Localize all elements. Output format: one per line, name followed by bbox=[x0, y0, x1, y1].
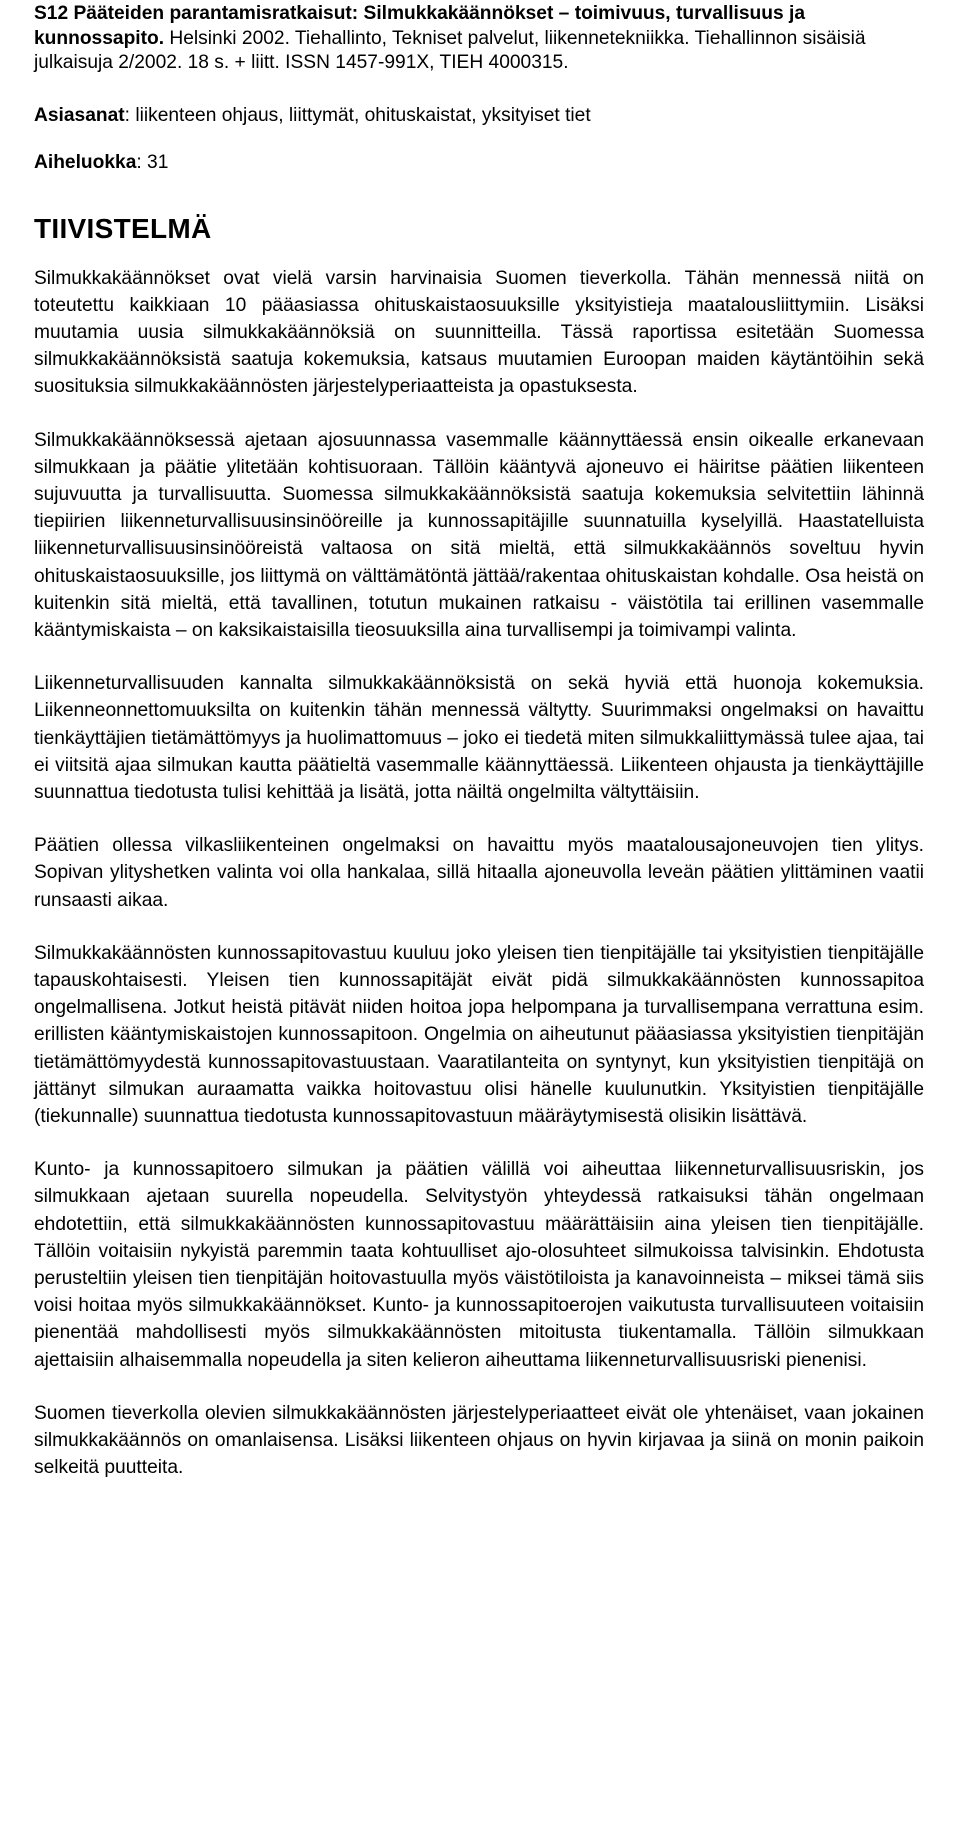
category-label: Aiheluokka bbox=[34, 152, 137, 173]
category-value: : 31 bbox=[136, 152, 169, 173]
publication-title: S12 Pääteiden parantamisratkaisut: Silmukkakäännökset – toimivuus, turvallisuus ja kunnossapito. bbox=[34, 3, 805, 49]
keywords-label: Asiasanat bbox=[34, 104, 125, 126]
abstract-paragraph: Kunto- ja kunnossapitoero silmukan ja päätien välillä voi aiheuttaa liikenneturvallisuusriskin, jos silmukkaan ajetaan suurella nopeudella. Selvitystyön yhteydessä ratkaisuksi tähän ongelmaan ehdotettiin, että silmukkakäännösten kunnossapitovastuu määrättäisiin aina yleisen tien tienpitäjälle. Tällöin voitaisiin nykyistä paremmin taata kohtuulliset ajo-olosuhteet silmukoissa talvisinkin. Ehdotusta perusteltiin yleisen tien tienpitäjän hoitovastuulla myös väistötiloista ja kanavoinneista – miksei tämä siis voisi hoitaa myös silmukkakäännökset. Kunto- ja kunnossapitoerojen vaikutusta turvallisuuteen voitaisiin pienentää mahdollisesti myös silmukkakäännösten mitoitusta tiukentamalla. Tällöin silmukkaan ajettaisiin alhaisemmalla nopeudella ja siten kelieron aiheuttama liikenneturvallisuusriski pienenisi. bbox=[34, 1159, 924, 1371]
abstract-body bbox=[34, 265, 924, 1482]
abstract-heading: TIIVISTELMÄ bbox=[34, 212, 212, 244]
document-page bbox=[34, 0, 924, 1507]
publication-citation bbox=[34, 2, 924, 76]
abstract-paragraph: Silmukkakäännösten kunnossapitovastuu kuuluu joko yleisen tien tienpitäjälle tai yksityistien tienpitäjälle tapauskohtaisesti. Yleisen tien kunnossapitäjät eivät pidä silmukkakäännösten kunnossapitoa ongelmallisena. Jotkut heistä pitävät niiden hoitoa jopa helpompana ja turvallisempana verrattuna esim. erillisten kääntymiskaistojen kunnossapitoon. Ongelmia on aiheutunut pääasiassa yksityistien tienpitäjän tietämättömyydestä kunnossapitovastuustaan. Vaaratilanteita on syntynyt, kun yksityistien tienpitäjä on jättänyt silmukan auraamatta vaikka hoitovastuu olisi hänelle kuulunutkin. Yksityistien tienpitäjälle (tiekunnalle) suunnattua tiedotusta kunnossapitovastuun määräytymisestä olisikin lisättävä. bbox=[34, 942, 924, 1127]
abstract-paragraph: Päätien ollessa vilkasliikenteinen ongelmaksi on havaittu myös maatalousajoneuvojen tien ylitys. Sopivan ylityshetken valinta voi olla hankalaa, sillä hitaalla ajoneuvolla leveän päätien ylittäminen vaatii runsaasti aikaa. bbox=[34, 835, 924, 911]
abstract-paragraph: Liikenneturvallisuuden kannalta silmukkakäännöksistä on sekä hyviä että huonoja kokemuksia. Liikenneonnettomuuksilta on kuitenkin tähän mennessä vältytty. Suurimmaksi ongelmaksi on havaittu tienkäyttäjien tietämättömyys ja huolimattomuus – joko ei tiedetä miten silmukkaliittymässä tulee ajaa, tai ei viitsitä ajaa silmukan kautta päätieltä vasemmalle käännyttäessä. Liikenteen ohjausta ja tienkäyttäjille suunnattua tiedotusta tulisi kehittää ja lisätä, jotta näiltä ongelmilta vältyttäisiin. bbox=[34, 673, 924, 803]
subject-category bbox=[34, 151, 924, 176]
keywords-value: : liikenteen ohjaus, liittymät, ohituskaistat, yksityiset tiet bbox=[124, 104, 591, 126]
abstract-paragraph: Silmukkakäännökset ovat vielä varsin harvinaisia Suomen tieverkolla. Tähän mennessä niitä on toteutettu kaikkiaan 10 pääasiassa ohituskaistaosuuksille yksityistieja maatalousliittymiin. Lisäksi muutamia uusia silmukkakäännöksiä on suunnitteilla. Tässä raportissa esitetään Suomessa silmukkakäännöksistä saatuja kokemuksia, katsaus muutamien Euroopan maiden käytäntöihin sekä suosituksia silmukkakäännösten järjestelyperiaatteista ja opastuksesta. bbox=[34, 267, 924, 398]
abstract-paragraph: Silmukkakäännöksessä ajetaan ajosuunnassa vasemmalle käännyttäessä ensin oikealle erkanevaan silmukkaan ja päätie ylitetään kohtisuoraan. Tällöin kääntyvä ajoneuvo ei häiritse päätien liikenteen sujuvuutta ja turvallisuutta. Suomessa silmukkakäännöksistä saatuja kokemuksia selvitettiin lähinnä tiepiirien liikenneturvallisuusinsinööreille ja kunnossapitäjille suunnatuilla kyselyillä. Haastatelluista liikenneturvallisuusinsinööreistä valtaosa on sitä mieltä, että silmukkakäännös soveltuu hyvin ohituskaistaosuuksille, jos liittymä on välttämätöntä jättää/rakentaa ohituskaistan kohdalle. Osa heistä on kuitenkin sitä mieltä, että tavallinen, totutun mukainen ratkaisu - väistötila tai erillinen vasemmalle kääntymiskaista – on kaksikaistaisilla tieosuuksilla aina turvallisempi ja toimivampi valinta. bbox=[34, 429, 924, 641]
abstract-paragraph: Suomen tieverkolla olevien silmukkakäännösten järjestelyperiaatteet eivät ole yhtenäiset, vaan jokainen silmukkakäännös on omanlaisensa. Lisäksi liikenteen ohjaus on hyvin kirjavaa ja siinä on monin paikoin selkeitä puutteita. bbox=[34, 1402, 924, 1479]
publication-details: Helsinki 2002. Tiehallinto, Tekniset palvelut, liikennetekniikka. Tiehallinnon sisäisiä julkaisuja 2/2002. 18 s. + liitt. ISSN 1457-991X, TIEH 4000315. bbox=[34, 27, 866, 73]
keywords bbox=[34, 104, 924, 129]
